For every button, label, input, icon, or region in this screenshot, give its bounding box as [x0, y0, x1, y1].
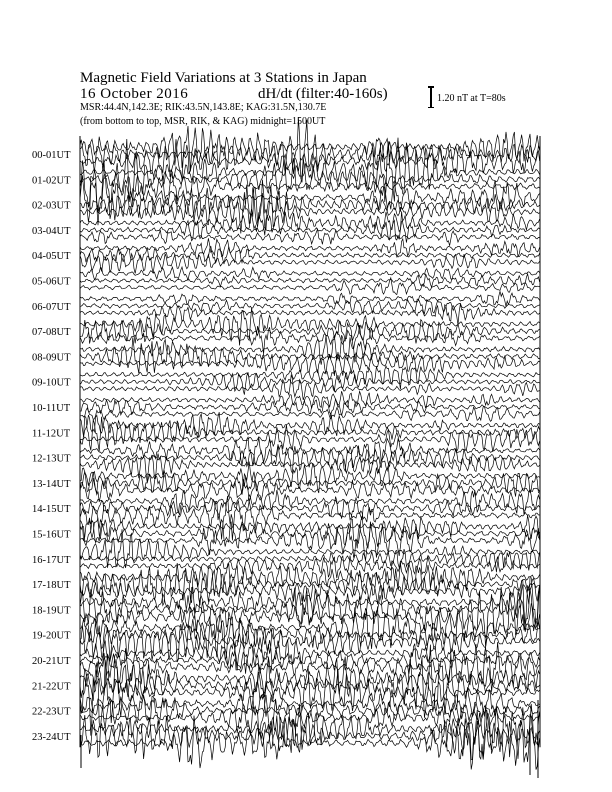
trace-07-08UT-MSR	[80, 325, 540, 354]
station-order-note: (from bottom to top, MSR, RIK, & KAG) midnight=1500UT	[80, 116, 326, 127]
trace-09-10UT-MSR	[80, 375, 540, 400]
hour-label-05-06UT: 05-06UT	[32, 276, 71, 288]
trace-15-16UT-KAG	[80, 515, 540, 540]
trace-12-13UT-RIK	[80, 444, 540, 473]
hour-label-08-09UT: 08-09UT	[32, 352, 71, 364]
trace-15-16UT-RIK	[80, 514, 540, 548]
trace-02-03UT-MSR	[80, 187, 540, 233]
trace-05-06UT-RIK	[80, 274, 540, 288]
hour-label-12-13UT: 12-13UT	[32, 453, 71, 465]
trace-11-12UT-RIK	[80, 416, 540, 451]
hour-label-03-04UT: 03-04UT	[32, 225, 71, 237]
hour-label-10-11UT: 10-11UT	[32, 403, 71, 414]
hour-label-15-16UT: 15-16UT	[32, 529, 71, 541]
hour-label-21-22UT: 21-22UT	[32, 681, 71, 693]
hour-label-22-23UT: 22-23UT	[32, 706, 71, 718]
hour-label-11-12UT: 11-12UT	[32, 428, 71, 440]
chart-quantity: dH/dt (filter:40-160s)	[258, 86, 388, 102]
station-coordinates: MSR:44.4N,142.3E; RIK:43.5N,143.8E; KAG:31.5N,130.7E	[80, 102, 327, 113]
hour-label-20-21UT: 20-21UT	[32, 656, 71, 667]
hour-label-04-05UT: 04-05UT	[32, 251, 71, 263]
hour-label-07-08UT: 07-08UT	[32, 327, 71, 339]
hour-label-16-17UT: 16-17UT	[32, 554, 71, 566]
trace-12-13UT-MSR	[80, 454, 540, 483]
trace-06-07UT-RIK	[80, 299, 540, 314]
hour-label-09-10UT: 09-10UT	[32, 377, 71, 389]
trace-21-22UT-MSR	[80, 660, 540, 736]
trace-08-09UT-KAG	[80, 335, 540, 365]
hour-label-01-02UT: 01-02UT	[32, 175, 71, 187]
hour-label-14-15UT: 14-15UT	[32, 504, 71, 516]
hour-label-02-03UT: 02-03UT	[32, 200, 71, 212]
hour-label-13-14UT: 13-14UT	[32, 478, 71, 490]
hour-label-06-07UT: 06-07UT	[32, 301, 71, 313]
hour-label-18-19UT: 18-19UT	[32, 605, 71, 617]
scale-label: 1.20 nT at T=80s	[437, 93, 506, 104]
trace-16-17UT-KAG	[80, 529, 540, 568]
chart-title: Magnetic Field Variations at 3 Stations in Japan	[80, 70, 367, 86]
chart-date: 16 October 2016	[80, 86, 189, 102]
hour-label-00-01UT: 00-01UT	[32, 150, 71, 161]
trace-17-18UT-KAG	[80, 563, 540, 596]
hour-label-19-20UT: 19-20UT	[32, 630, 71, 642]
hour-label-23-24UT: 23-24UT	[32, 731, 71, 743]
trace-05-06UT-KAG	[80, 267, 540, 280]
hour-label-17-18UT: 17-18UT	[32, 580, 71, 592]
